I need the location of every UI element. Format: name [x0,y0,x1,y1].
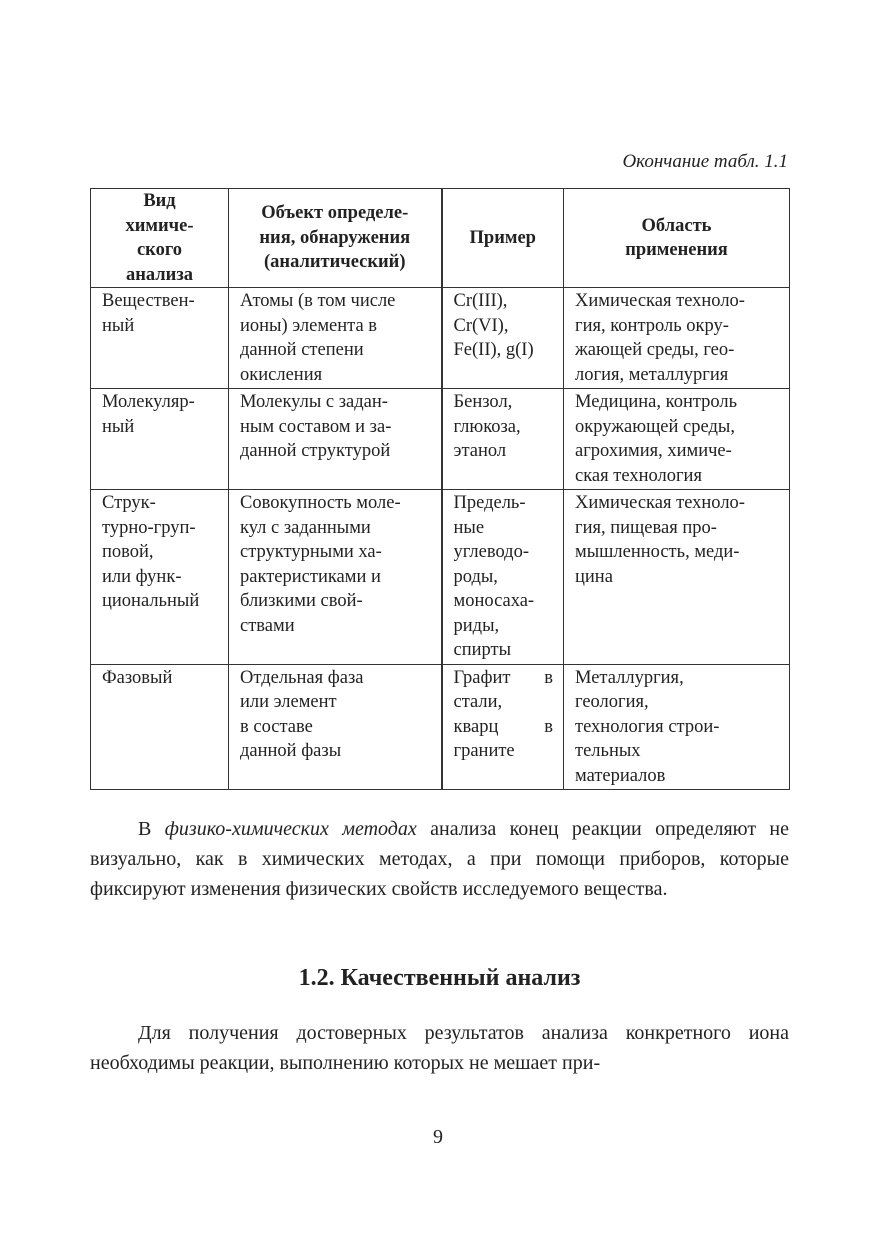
table-caption: Окончание табл. 1.1 [622,151,788,172]
paragraph-lead: В [138,818,165,840]
section-heading: 1.2. Качественный анализ [298,965,581,991]
table-cell: Веществен- ный [91,288,229,389]
table-cell: Молекуляр- ный [91,389,229,490]
table-cell: Атомы (в том числе ионы) элемента в данной степени окисления [229,288,442,389]
table-row [91,490,790,665]
table-cell: Металлургия, геология, технология строи- тельных материалов [564,664,790,790]
header-application: Область применения [564,189,790,288]
table-cell: Предель- ные углеводо- роды, моносаха- риды, спирты [442,490,564,665]
table-cell: Отдельная фаза или элемент в составе данной фазы [229,664,442,790]
paragraph-text: Для получения достоверных результатов анализа конкретного иона необходимы реакции, выполнению которых не мешает при- [90,1022,789,1074]
paragraph-italic-term: физико-химических методах [164,818,417,840]
header-example: Пример [442,189,564,288]
header-object: Объект определе- ния, обнаружения (аналитический) [229,189,442,288]
table-row [91,288,790,389]
analysis-types-table [90,188,790,790]
table-cell: Совокупность моле- кул с заданными структурными ха- рактеристиками и близкими свой- ствами [229,490,442,665]
table-cell: Бензол, глюкоза, этанол [442,389,564,490]
table-cell: Струк- турно-груп- повой, или функ- циональный [91,490,229,665]
table-row [91,664,790,790]
table-cell: Графит в стали, кварц в граните [442,664,564,790]
header-analysis-type: Вид химиче- ского анализа [91,189,229,288]
table-cell: Молекулы с задан- ным составом и за- данной структурой [229,389,442,490]
qualitative-analysis-paragraph [90,1018,789,1078]
table-cell: Химическая техноло- гия, контроль окру- жающей среды, гео- логия, металлургия [564,288,790,389]
table-cell: Медицина, контроль окружающей среды, агрохимия, химиче- ская технология [564,389,790,490]
table-row [91,389,790,490]
table-cell: Фазовый [91,664,229,790]
table-header-row [91,189,790,288]
table-cell: Химическая техноло- гия, пищевая про- мышленность, меди- цина [564,490,790,665]
physchem-methods-paragraph [90,814,789,904]
page-number: 9 [433,1126,443,1148]
paragraph-rest: анализа конец реакции определяют не визуально, как в химических методах, а при помощи приборов, которые фиксируют изменения физических свойств исследуемого вещества. [90,818,790,900]
table-cell: Cr(III), Cr(VI), Fe(II), g(I) [442,288,564,389]
